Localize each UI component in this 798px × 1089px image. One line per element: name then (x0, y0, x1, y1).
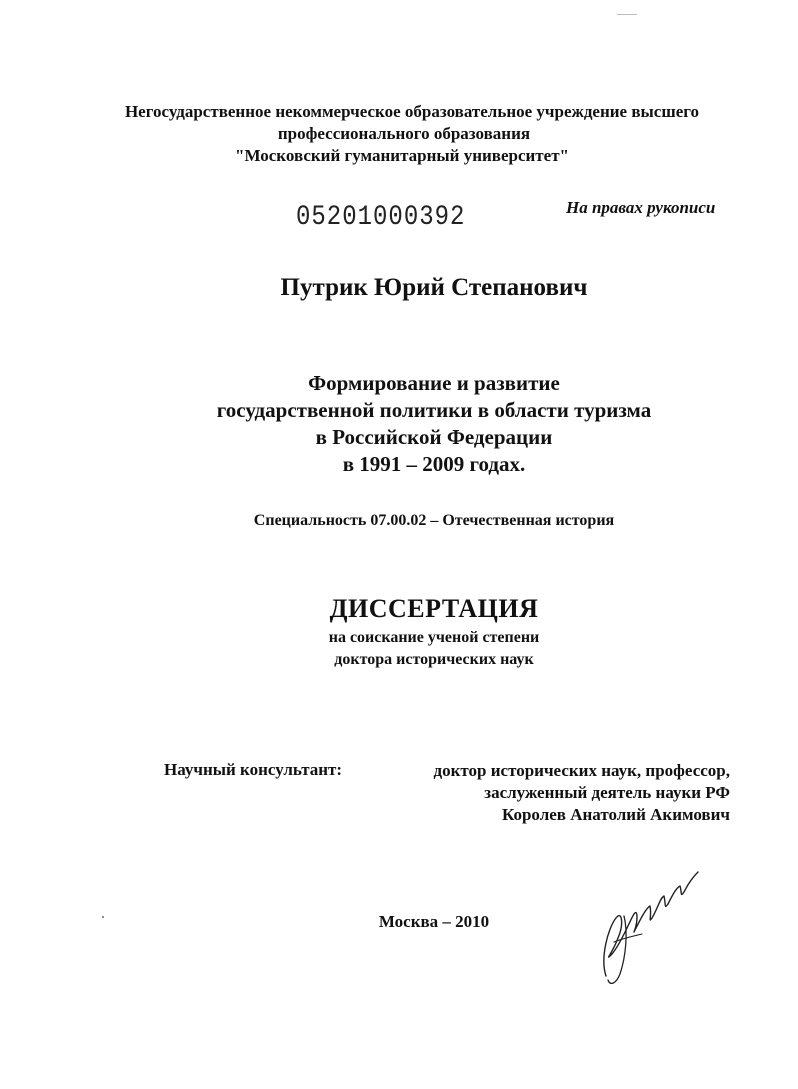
handwritten-signature (594, 858, 714, 988)
institution-header (0, 101, 798, 167)
institution-line-3: "Московский гуманитарный университет" (235, 146, 569, 165)
specialty: Специальность 07.00.02 – Отечественная история (253, 512, 615, 529)
title-line-3: в Российской Федерации (315, 425, 553, 449)
degree-line-1: на соискание ученой степени (328, 629, 540, 646)
consultant-info (434, 760, 730, 826)
institution-line-2: профессионального образования (277, 124, 531, 143)
document-type: ДИССЕРТАЦИЯ (329, 594, 539, 623)
title-line-2: государственной политики в области туризма (216, 398, 652, 422)
consultant-label: Научный консультант: (164, 760, 343, 779)
title-line-4: в 1991 – 2009 годах. (342, 452, 526, 476)
institution-line-1: Негосударственное некоммерческое образовательное учреждение высшего (124, 102, 700, 121)
title-line-1: Формирование и развитие (308, 371, 560, 395)
consultant-line-3: Королев Анатолий Акимович (502, 805, 730, 824)
scan-mark (617, 14, 637, 15)
manuscript-note: На правах рукописи (566, 198, 716, 217)
dissertation-title (0, 370, 798, 478)
city-year: Москва – 2010 (378, 912, 490, 931)
consultant-line-1: доктор исторических наук, профессор, (433, 761, 730, 780)
author-name: Путрик Юрий Степанович (280, 274, 588, 301)
consultant-line-2: заслуженный деятель науки РФ (484, 783, 730, 802)
degree-line-2: доктора исторических наук (334, 651, 534, 668)
registration-number-stamp: 05201000392 (296, 201, 466, 234)
degree-info (0, 627, 798, 671)
